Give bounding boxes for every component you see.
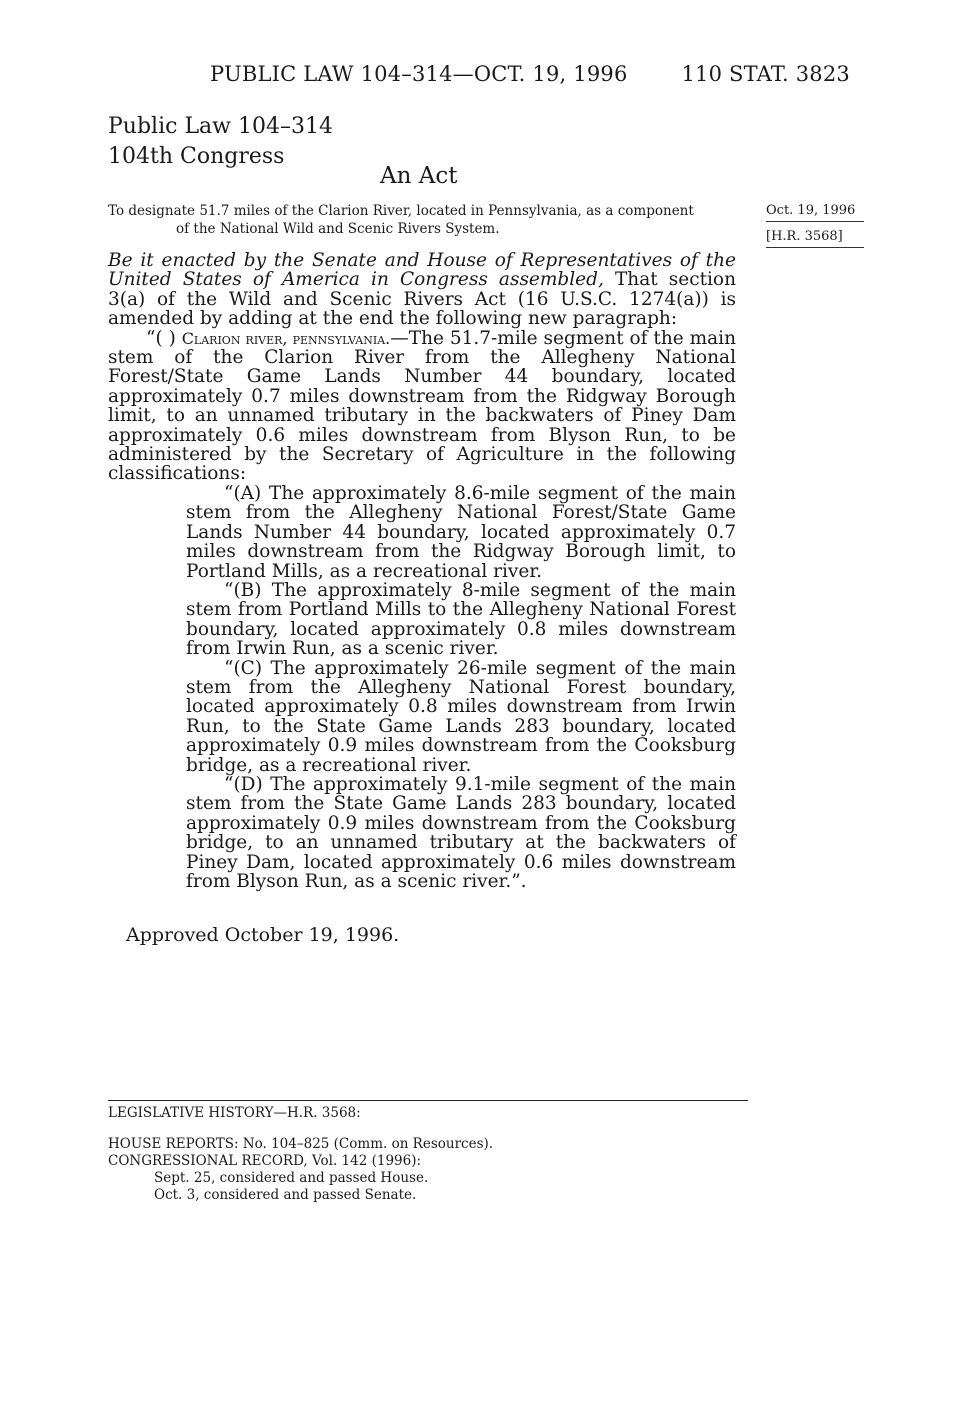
new-paragraph (108, 329, 736, 484)
subparagraph-a: “(A) The approximately 8.6-mile segment of the main stem from the Allegheny National Forest/State Game Lands Number 44 boundary, located approximately 0.7 miles downstream from the Ridgway Borough limit, to Portland Mills, as a recreational river. (186, 482, 736, 582)
running-title: PUBLIC LAW 104–314—OCT. 19, 1996 (210, 62, 628, 86)
purpose-line-1: To designate 51.7 miles of the Clarion River, located in Pennsylvania, as a component (108, 203, 694, 219)
law-identification (108, 112, 333, 172)
congress-number: 104th Congress (108, 144, 285, 169)
subparagraph-b: “(B) The approximately 8-mile segment of the main stem from Portland Mills to the Allegheny National Forest boundary, located approximately 0.8 miles downstream from Irwin Run, as a scenic river. (186, 579, 736, 660)
margin-notes (766, 202, 864, 248)
enacting-amendment: That section 3(a) of the Wild and Scenic Rivers Act (16 U.S.C. 1274(a)) is amended by adding at the end the following new paragraph: (108, 269, 736, 330)
house-reports: HOUSE REPORTS: No. 104–825 (Comm. on Resources). (108, 1136, 494, 1152)
margin-bill-number: [H.R. 3568] (766, 228, 864, 248)
subparagraph-c: “(C) The approximately 26-mile segment of the main stem from the Allegheny National Forest boundary, located approximately 0.8 miles downstream from Irwin Run, to the State Game Lands 283 boundary, located approximately 0.9 miles downstream from the Cooksburg bridge, as a recreational river. (186, 657, 736, 776)
approval-date: Approved October 19, 1996. (126, 924, 400, 946)
paragraph-open: “( ) (146, 327, 182, 349)
margin-date: Oct. 19, 1996 (766, 202, 864, 222)
history-action-house: Sept. 25, considered and passed House. (154, 1170, 429, 1186)
running-head (210, 62, 850, 86)
act-body (108, 251, 736, 891)
paragraph-text: —The 51.7-mile segment of the main stem of the Clarion River from the Allegheny National Forest/State Game Lands Number 44 boundary, located approximately 0.7 miles downstream from the Ridgway Borough limit, to an unnamed tributary in the backwaters of Piney Dam approximately 0.6 miles downstream from Blyson Run, to be administered by the Secretary of Agriculture in the following classifications: (108, 327, 737, 485)
paragraph-heading: Clarion river, pennsylvania. (181, 328, 391, 348)
legislative-history (108, 1100, 748, 1204)
enacting-formula: Be it enacted by the Senate and House of Representatives of the United States of America in Congress assembled, (108, 250, 736, 291)
purpose-statement (108, 202, 758, 238)
act-title: An Act (380, 163, 458, 189)
congressional-record: CONGRESSIONAL RECORD, Vol. 142 (1996): (108, 1153, 422, 1169)
stat-page-number: 110 STAT. 3823 (681, 62, 850, 86)
public-law-number: Public Law 104–314 (108, 114, 333, 139)
purpose-line-2: of the National Wild and Scenic Rivers System. (176, 221, 500, 237)
subparagraph-d: “(D) The approximately 9.1-mile segment of the main stem from the State Game Lands 283 boundary, located approximately 0.9 miles downstream from the Cooksburg bridge, to an unnamed tributary at the backwaters of Piney Dam, located approximately 0.6 miles downstream from Blyson Run, as a scenic river.”. (186, 773, 736, 892)
history-title: LEGISLATIVE HISTORY—H.R. 3568: (108, 1105, 361, 1121)
enacting-clause (108, 251, 736, 329)
history-divider (108, 1100, 748, 1101)
history-action-senate: Oct. 3, considered and passed Senate. (154, 1187, 417, 1203)
